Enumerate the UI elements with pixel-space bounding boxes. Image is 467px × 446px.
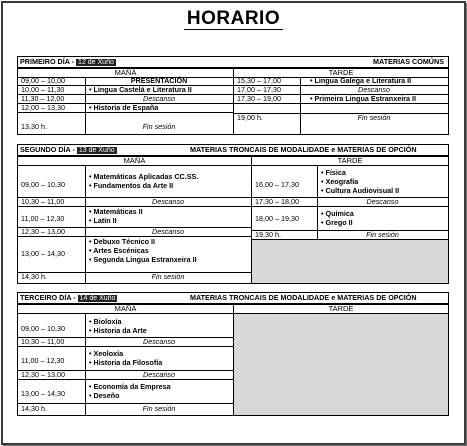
day2-a-time-3: 19,30 h.	[255, 230, 281, 239]
day2-header	[18, 145, 448, 157]
day3-date: 14 de Xuño	[79, 295, 116, 302]
day2-m-subj-0-0: • Matemáticas Aplicadas CC.SS.	[89, 172, 199, 181]
day1-a-subj-3: Fin sesión	[357, 113, 391, 122]
day2-a-subj-0-0: • Física	[321, 168, 346, 177]
day3-table	[17, 292, 449, 416]
day2-m-time-5: 14,30 h.	[21, 272, 47, 281]
day2-a-subj-0-1: • Xeografía	[321, 177, 359, 186]
day3-m-subj-0-1: • Historia da Arte	[89, 326, 147, 335]
day2-a-subj-2-0: • Química	[321, 209, 354, 218]
day2-label: SEGUNDO DÍA - 13 de Xuño	[20, 145, 115, 154]
day2-a-subj-3-0: Fin sesión	[366, 230, 399, 239]
day2-a-time-2: 18,00 – 19,30	[255, 214, 299, 223]
day3-m-time-3: 12,30 – 13,00	[21, 370, 65, 379]
day1-m-subj-0: PRESENTACIÓN	[130, 76, 188, 85]
day1-m-subj-4: Fin sesión	[142, 122, 176, 131]
day3-m-time-5: 14,30 h.	[21, 404, 47, 413]
page-title: HORARIO	[0, 8, 467, 30]
day1-m-time-3: 12,00 – 13,30	[21, 103, 65, 112]
day1-a-time-0: 15,30 – 17,00	[237, 76, 281, 85]
day2-subject-header: MATERIAS TRONCAIS DE MODALIDADE e MATERIAS DE OPCIÓN	[190, 145, 417, 154]
day2-a-subj-0-2: • Cultura Audiovisual II	[321, 186, 400, 195]
day2-a-time-0: 16,00 – 17,30	[255, 180, 299, 189]
day3-m-subj-2-0: • Xeoloxía	[89, 349, 124, 358]
day1-a-subj-0: • Lingua Galega e Literatura II	[310, 76, 412, 85]
day3-m-subj-1-0: Descanso	[143, 337, 175, 346]
day1-a-time-3: 19,00 h.	[237, 113, 263, 122]
day1-m-time-0: 09,00 – 10,00	[21, 76, 65, 85]
day1-m-time-2: 11,30 – 12,00	[21, 94, 65, 103]
day2-afternoon-header: TARDE	[252, 157, 448, 166]
day3-afternoon-empty	[234, 314, 448, 415]
day2-m-subj-5-0: Fin sesión	[151, 272, 185, 281]
day2-m-subj-2-0: • Matemáticas II	[89, 207, 143, 216]
day3-m-subj-4-0: • Economía da Empresa	[89, 382, 171, 391]
day3-label: TERCEIRO DÍA - 14 de Xuño	[20, 293, 116, 302]
day1-a-time-1: 17,00 – 17,30	[237, 85, 281, 94]
day1-header	[18, 57, 448, 69]
day2-m-subj-2-1: • Latín II	[89, 216, 117, 225]
day2-m-subj-1-0: Descanso	[152, 197, 184, 206]
day2-afternoon-empty	[252, 240, 448, 283]
day1-m-time-1: 10,00 – 11,30	[21, 85, 65, 94]
day1-m-subj-3: • Historia de España	[89, 103, 159, 112]
day2-morning-header: MAÑÁ	[18, 157, 251, 166]
day3-m-subj-5-0: Fin sesión	[142, 404, 176, 413]
day2-m-time-0: 09,00 – 10,30	[21, 180, 65, 189]
day1-subject-header: MATERIAS COMÚNS	[373, 57, 444, 66]
day2-m-time-1: 10,30 – 11,00	[21, 197, 65, 206]
day2-m-subj-4-1: • Artes Escénicas	[89, 246, 149, 255]
day2-m-subj-0-1: • Fundamentos da Arte II	[89, 181, 174, 190]
day1-date: 12 de Xuño	[78, 59, 114, 66]
day1-a-time-2: 17,30 – 19,00	[237, 94, 281, 103]
day2-a-subj-2-1: • Grego II	[321, 218, 353, 227]
day3-m-subj-3-0: Descanso	[143, 370, 175, 379]
day1-morning-header: MAÑÁ	[18, 69, 233, 78]
day1-m-time-4: 13,30 h.	[21, 122, 47, 131]
day2-m-subj-4-0: • Debuxo Técnico II	[89, 237, 156, 246]
day1-a-subj-1: Descanso	[358, 85, 390, 94]
day3-m-time-0: 09,00 – 10,30	[21, 324, 65, 333]
day2-m-time-2: 11,00 – 12,30	[21, 214, 65, 223]
day3-m-subj-2-1: • Historia da Filosofía	[89, 358, 163, 367]
day2-table	[17, 144, 449, 284]
day2-m-time-3: 12,30 – 13,00	[21, 227, 65, 236]
day1-table	[17, 56, 449, 135]
day3-m-subj-4-1: • Deseño	[89, 391, 120, 400]
day1-a-subj-2: • Primeira Lingua Estranxeira II	[310, 94, 416, 103]
day1-afternoon-header: TARDE	[234, 69, 448, 78]
day1-label: PRIMEIRO DÍA - 12 de Xuño	[20, 57, 114, 66]
day2-m-subj-4-2: • Segunda Lingua Estranxeira II	[89, 255, 197, 264]
day2-a-subj-1-0: Descanso	[366, 197, 399, 206]
day3-m-time-2: 11,00 – 12,30	[21, 356, 65, 365]
day1-m-subj-1: • Lingua Castelá e Literatura II	[89, 85, 192, 94]
day2-m-subj-3-0: Descanso	[152, 227, 184, 236]
day3-m-time-4: 13,00 – 14,30	[21, 389, 65, 398]
day3-m-subj-0-0: • Bioloxía	[89, 317, 122, 326]
day2-m-time-4: 13,00 – 14,30	[21, 249, 65, 258]
day2-a-time-1: 17,30 – 18,00	[255, 197, 299, 206]
day3-afternoon-header: TARDE	[234, 305, 448, 314]
day3-subject-header: MATERIAS TRONCAIS DE MODALIDADE e MATERIAS DE OPCIÓN	[190, 293, 417, 302]
day3-header	[18, 293, 448, 305]
day3-morning-header: MAÑÁ	[18, 305, 233, 314]
day3-m-time-1: 10,30 – 11,00	[21, 337, 65, 346]
day1-m-subj-2: Descanso	[143, 94, 175, 103]
day2-date: 13 de Xuño	[78, 147, 115, 154]
